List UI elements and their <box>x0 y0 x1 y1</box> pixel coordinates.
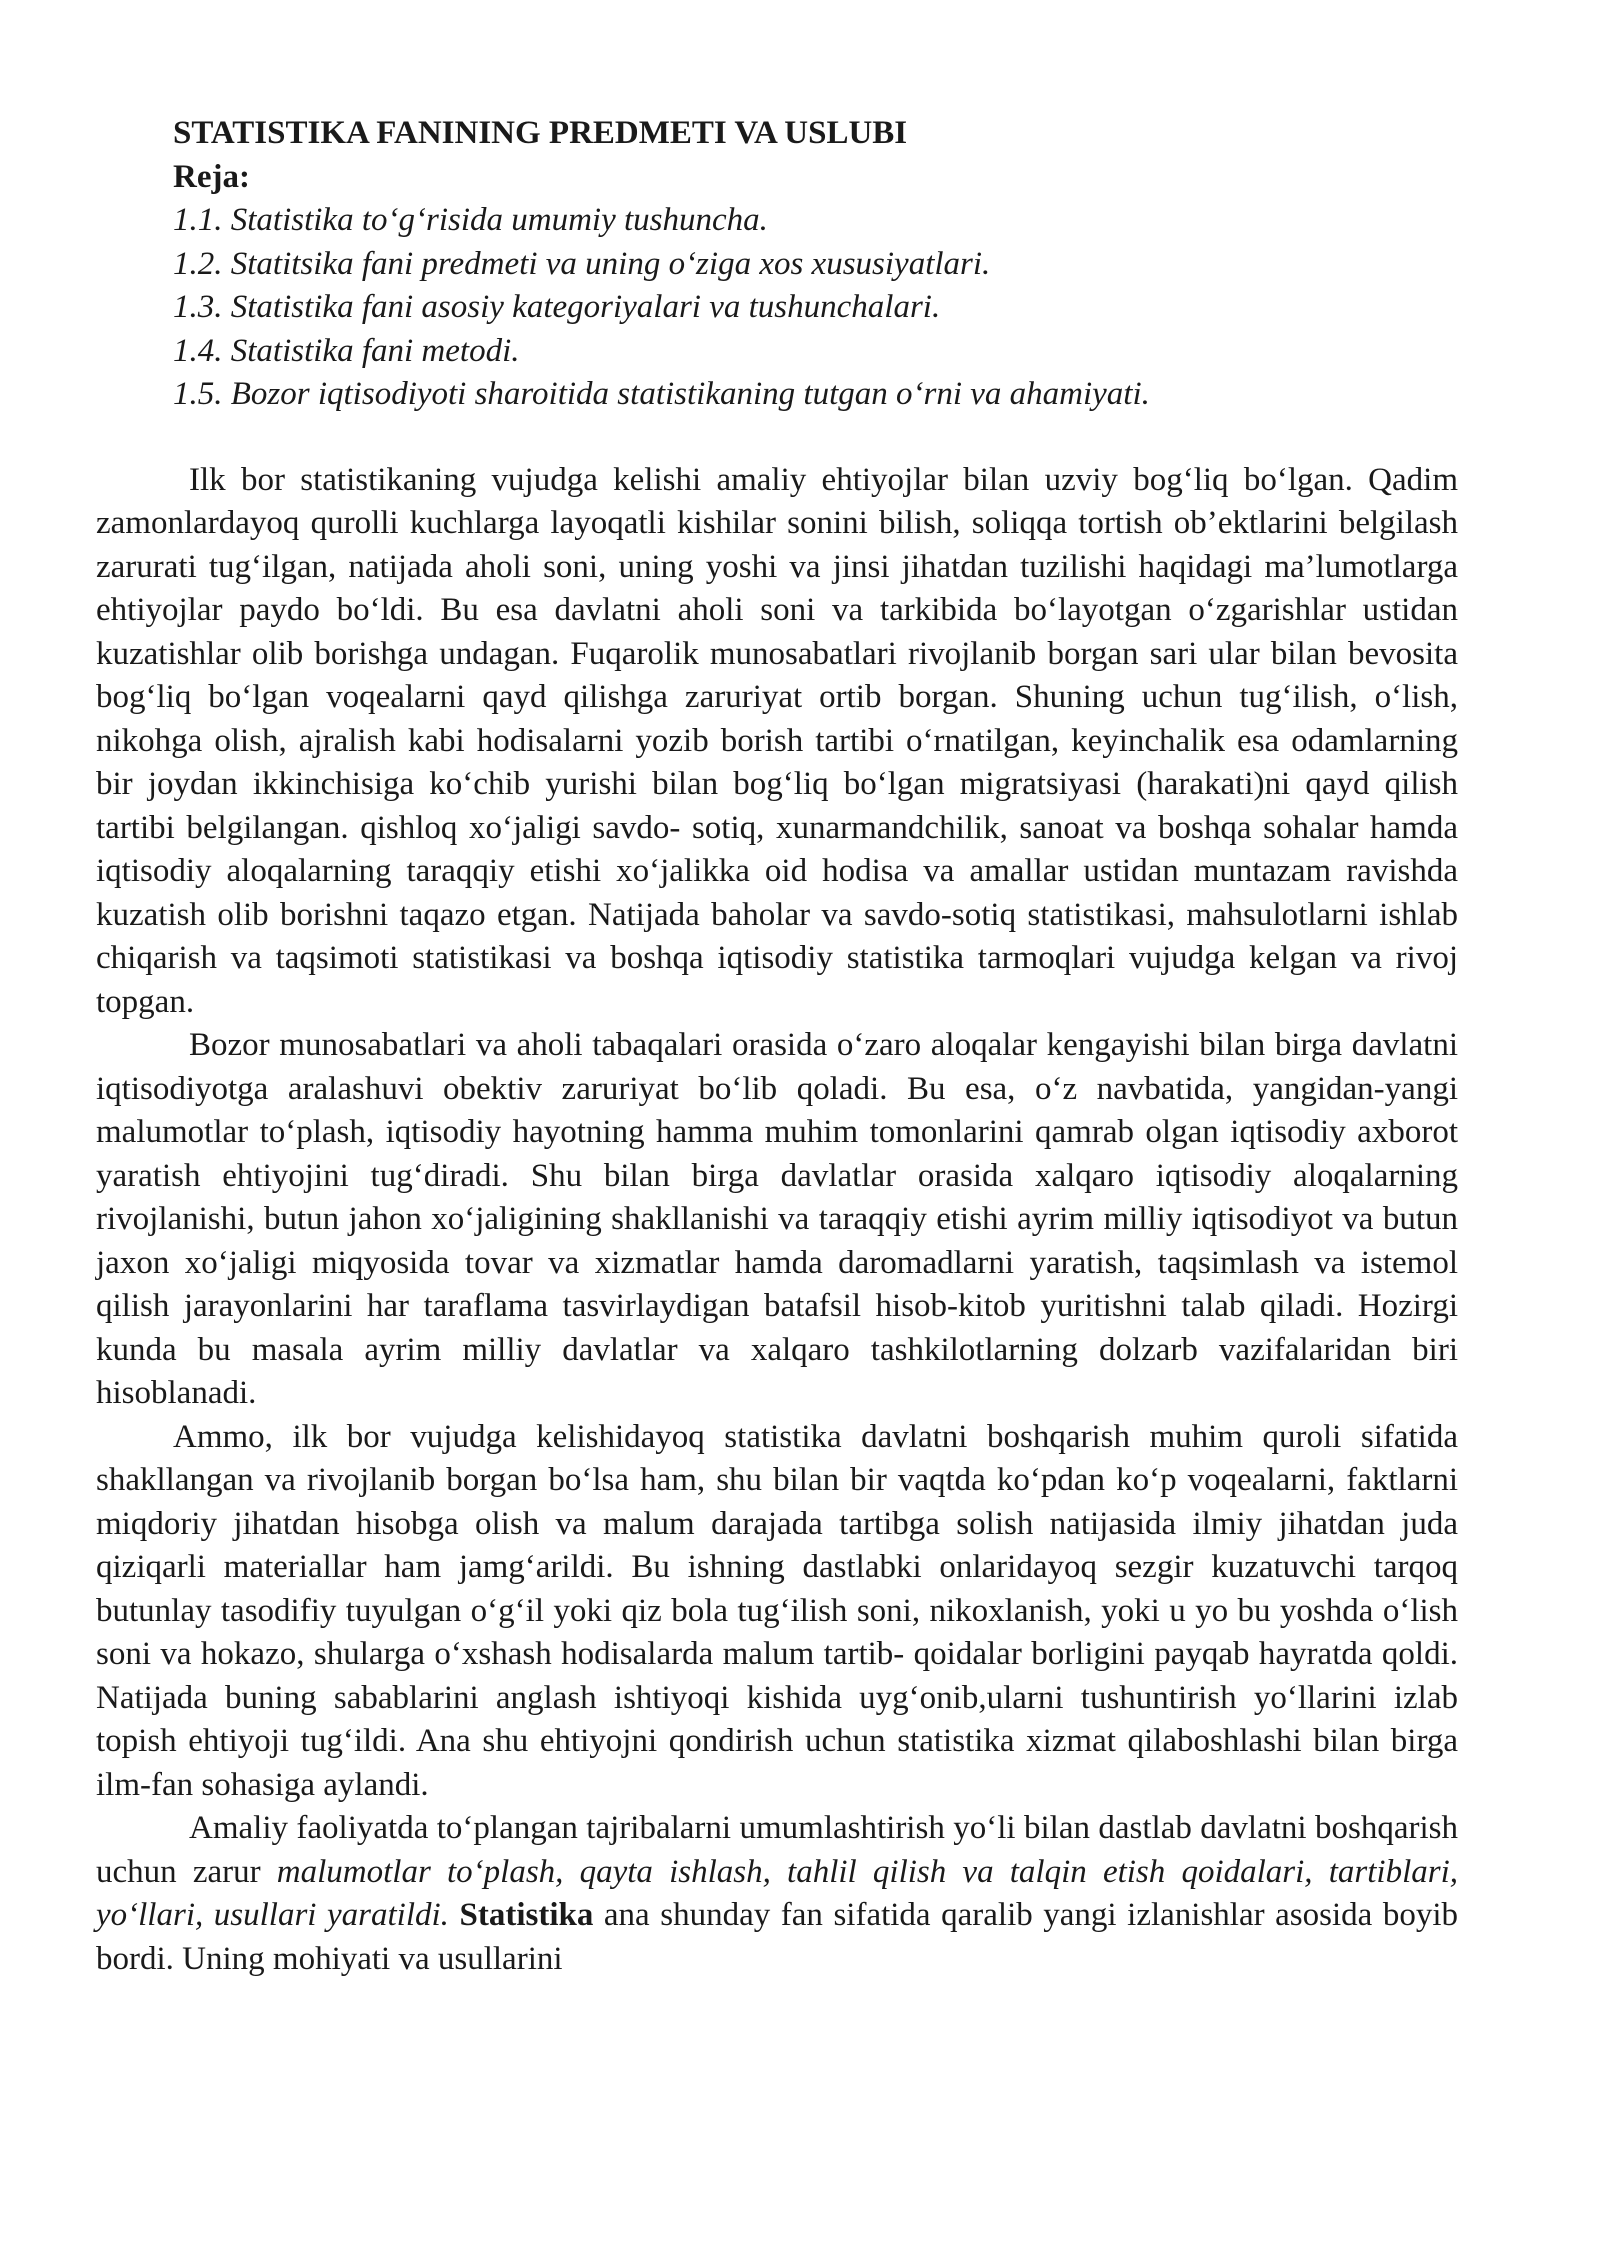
body-paragraph: Ammo, ilk bor vujudga kelishidayoq statistika davlatni boshqarish muhim quroli sifatida shakllangan va rivojlanib borgan bo‘lsa ham, shu bilan bir vaqtda ko‘pdan ko‘p voqealarni, faktlarni miqdoriy jihatdan hisobga olish va malum darajada tartibga solish natijasida ilmiy jihatdan juda qiziqarli materiallar ham jamg‘arildi. Bu ishning dastlabki onlaridayoq sezgir kuzatuvchi tarqoq butunlay tasodifiy tuyulgan o‘g‘il yoki qiz bola tug‘ilish soni, nikoxlanish, yoki u yo bu yoshda o‘lish soni va hokazo, shularga o‘xshash hodisalarda malum tartib- qoidalar borligini payqab hayratda qoldi. Natijada buning sabablarini anglash ishtiyoqi kishida uyg‘onib,ularni tushuntirish yo‘llarini izlab topish ehtiyoji tug‘ildi. Ana shu ehtiyojni qondirish uchun statistika xizmat qilaboshlashi bilan birga ilm-fan sohasiga aylandi. <box>96 1418 1458 1803</box>
italic-phrase: malumotlar to‘plash, qayta ishlash, tahlil qilish va talqin etish qoidalari, tartiblari, yo‘llari, usullari yaratildi. <box>96 1853 1459 1933</box>
plan-label: Reja: <box>173 158 250 195</box>
plan-item: 1.4. Statistika fani metodi. <box>173 332 520 369</box>
plan-item: 1.1. Statistika to‘g‘risida umumiy tushuncha. <box>173 202 768 238</box>
bold-term: Statistika <box>459 1897 594 1933</box>
paragraph-text: Amaliy faoliyatda to‘plangan tajribalarni umumlashtirish yo‘li bilan dastlab davlatni boshqarish uchun zarur <box>96 1810 1458 1890</box>
paragraph-text: ana shunday fan sifatida qaralib yangi izlanishlar asosida boyib bordi. Uning mohiyati va usullarini <box>96 1897 1459 1977</box>
body-paragraph: Ilk bor statistikaning vujudga kelishi amaliy ehtiyojlar bilan uzviy bog‘liq bo‘lgan. Qadim zamonlardayoq qurolli kuchlarga layoqatli kishilar sonini bilish, soliqqa tortish ob’ektlarini belgilash zarurati tug‘ilgan, natijada aholi soni, uning yoshi va jinsi jihatdan tuzilishi haqidagi ma’lumotlarga ehtiyojlar paydo bo‘ldi. Bu esa davlatni aholi soni va tarkibida bo‘layotgan o‘zgarishlar ustidan kuzatishlar olib borishga undagan. Fuqarolik munosabatlari rivojlanib borgan sari ular bilan bevosita bog‘liq bo‘lgan voqealarni qayd qilishga zaruriyat ortib borgan. Shuning uchun tug‘ilish, o‘lish, nikohga olish, ajralish kabi hodisalarni yozib borish tartibi o‘rnatilgan, keyinchalik esa odamlarning bir joydan ikkinchisiga ko‘chib yurishi bilan bog‘liq bo‘lgan migratsiyasi (harakati)ni qayd qilish tartibi belgilangan. qishloq xo‘jaligi savdo- sotiq, xunarmandchilik, sanoat va boshqa sohalar hamda iqtisodiy aloqalarning taraqqiy etishi xo‘jalikka oid hodisa va amallar ustidan muntazam ravishda kuzatish olib borishni taqazo etgan. Natijada baholar va savdo-sotiq statistikasi, mahsulotlarni ishlab chiqarish va taqsimoti statistikasi va boshqa iqtisodiy statistika tarmoqlari vujudga kelgan va rivoj topgan. <box>96 461 1458 1020</box>
document-header <box>173 112 1458 417</box>
document-title: STATISTIKA FANINING PREDMETI VA USLUBI <box>173 115 908 151</box>
document-page <box>96 112 1458 1981</box>
plan-item: 1.2. Statitsika fani predmeti va uning o‘ziga xos xususiyatlari. <box>173 245 991 282</box>
body-paragraph <box>96 1807 1458 1981</box>
plan-item: 1.5. Bozor iqtisodiyoti sharoitida statistikaning tutgan o‘rni va ahamiyati. <box>173 376 1150 412</box>
body-paragraph: Bozor munosabatlari va aholi tabaqalari orasida o‘zaro aloqalar kengayishi bilan birga davlatni iqtisodiyotga aralashuvi obektiv zaruriyat bo‘lib qoladi. Bu esa, o‘z navbatida, yangidan-yangi malumotlar to‘plash, iqtisodiy hayotning hamma muhim tomonlarini qamrab olgan iqtisodiy axborot yaratish ehtiyojini tug‘diradi. Shu bilan birga davlatlar orasida xalqaro iqtisodiy aloqalarning rivojlanishi, butun jahon xo‘jaligining shakllanishi va taraqqiy etishi ayrim milliy iqtisodiyot va butun jaxon xo‘jaligi miqyosida tovar va xizmatlar hamda daromadlarni yaratish, taqsimlash va istemol qilish jarayonlarini har taraflama tasvirlaydigan batafsil hisob-kitob yuritishni talab qiladi. Hozirgi kunda bu masala ayrim milliy davlatlar va xalqaro tashkilotlarning dolzarb vazifalaridan biri hisoblanadi. <box>96 1027 1458 1411</box>
plan-item: 1.3. Statistika fani asosiy kategoriyalari va tushunchalari. <box>173 289 941 325</box>
document-body <box>96 459 1458 1982</box>
